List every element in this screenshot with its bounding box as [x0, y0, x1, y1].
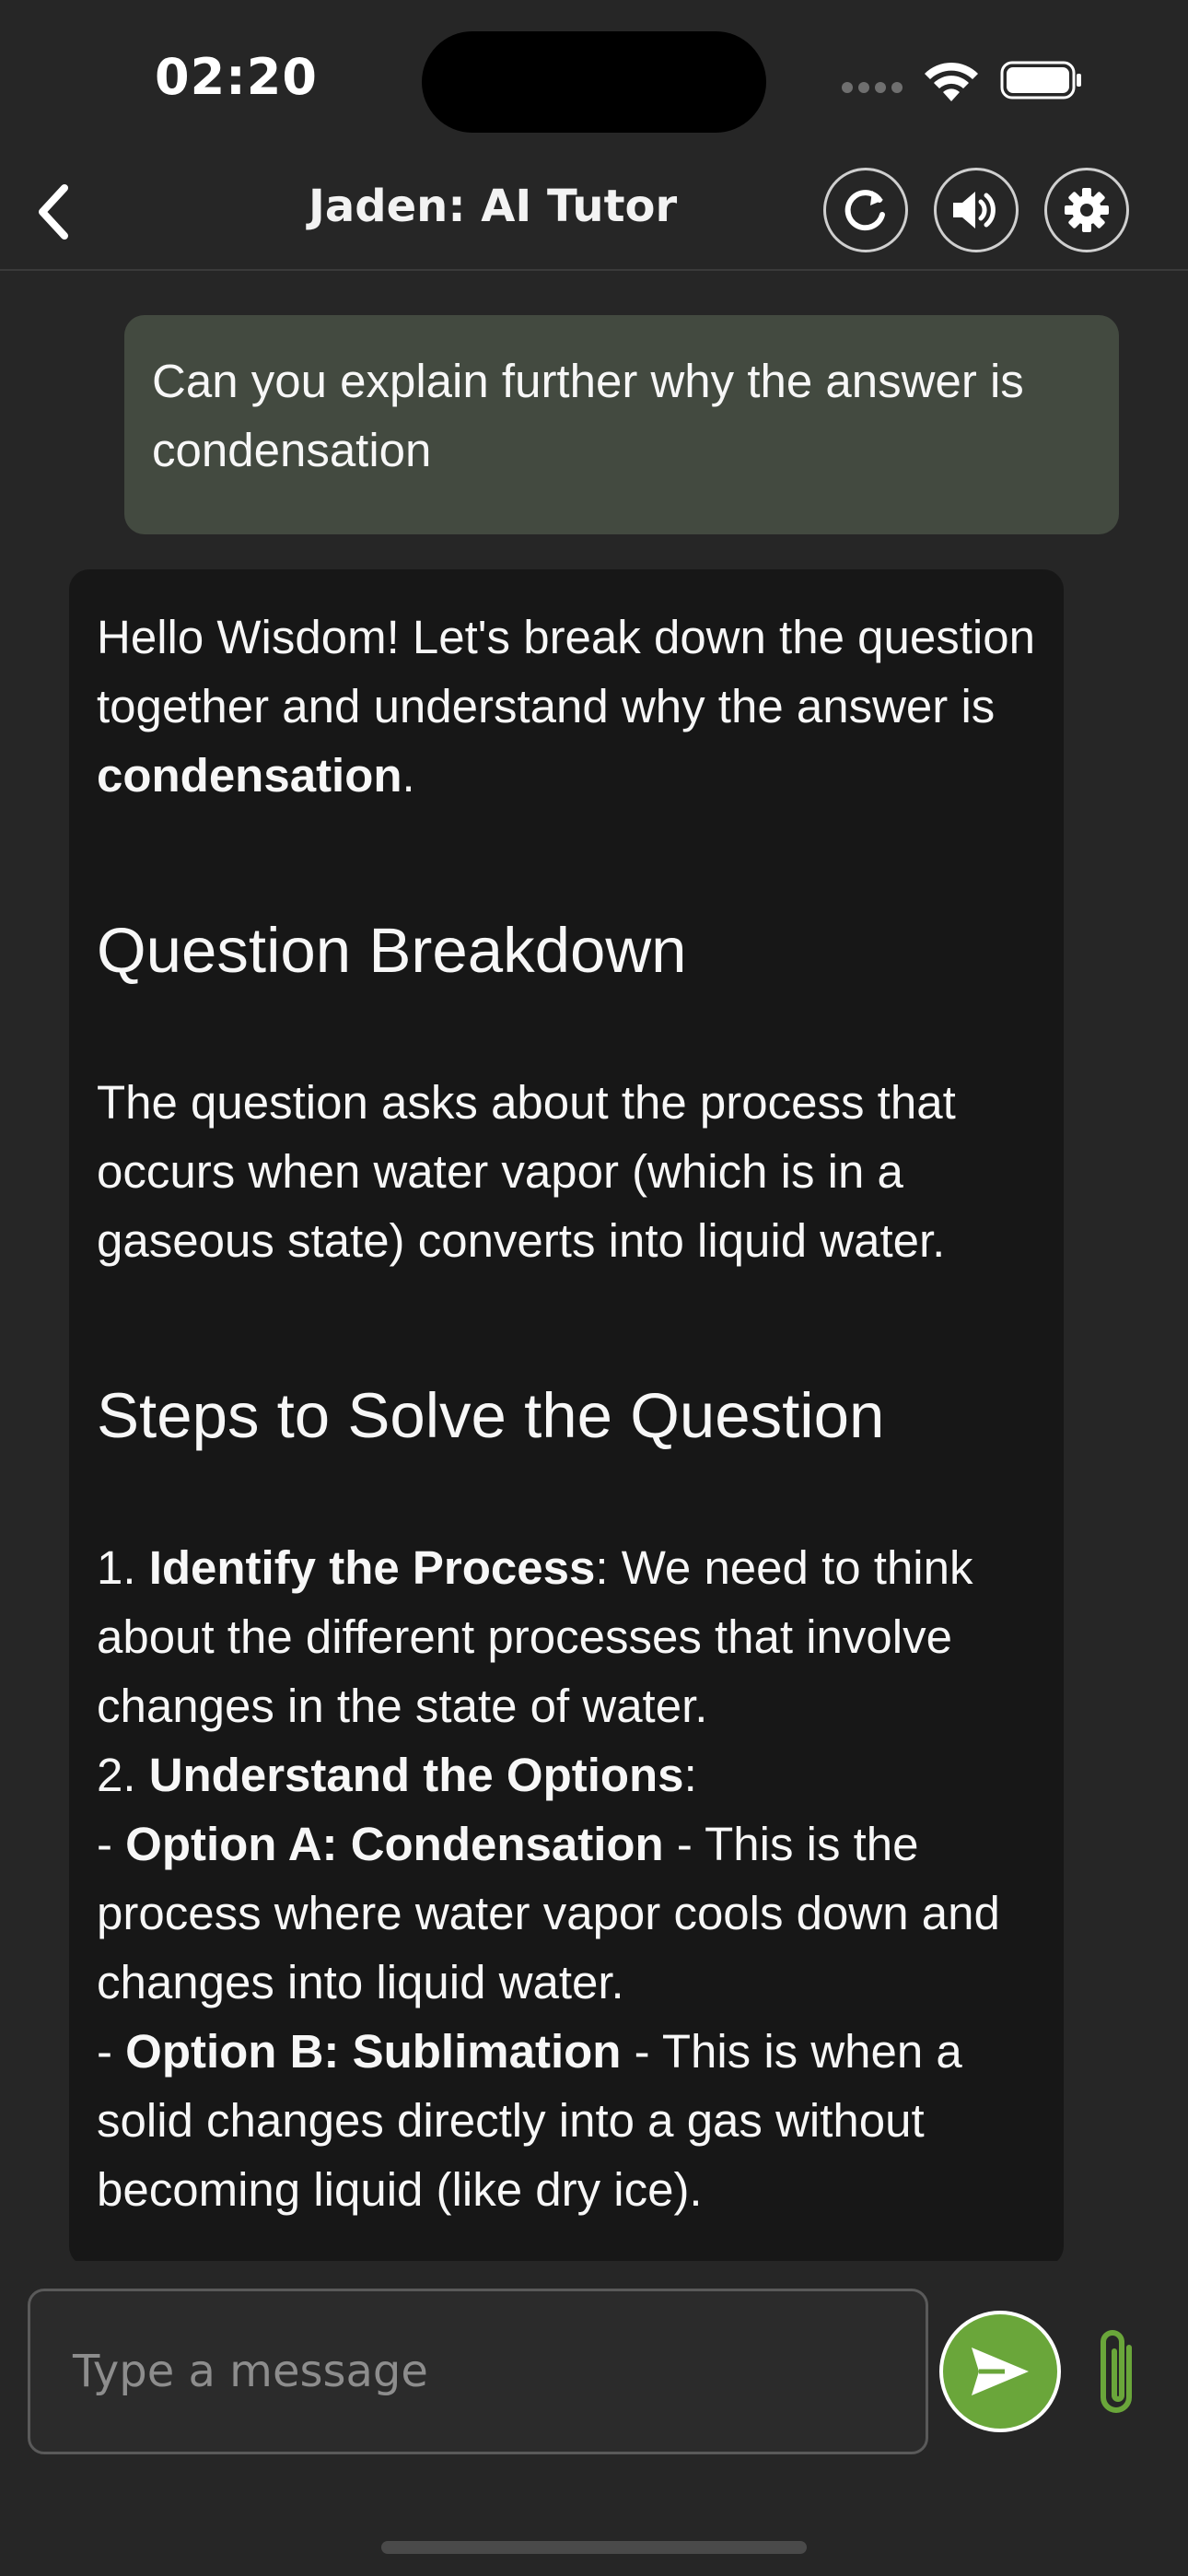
- user-message-text: Can you explain further why the answer is condensation: [152, 355, 1024, 476]
- message-input[interactable]: [28, 2289, 928, 2454]
- chat-scroll-area[interactable]: [0, 271, 1188, 2261]
- gear-icon: [1063, 186, 1111, 234]
- step-1: 1. Identify the Process: We need to think about the different processes that involve changes in the state of water.: [97, 1541, 973, 1732]
- status-bar: [0, 0, 1188, 157]
- step-2: 2. Understand the Options:: [97, 1749, 697, 1801]
- paperclip-icon[interactable]: [1090, 2322, 1146, 2423]
- heading-question-breakdown: Question Breakdown: [97, 915, 687, 986]
- intro-paragraph: Hello Wisdom! Let's break down the question together and understand why the answer is condensation.: [97, 611, 1035, 802]
- sound-button[interactable]: [934, 168, 1019, 252]
- tutor-message: [69, 569, 1064, 2261]
- send-icon: [968, 2344, 1032, 2399]
- message-input-placeholder: Type a message: [73, 2346, 428, 2397]
- home-indicator: [381, 2541, 807, 2554]
- back-chevron-icon[interactable]: [28, 175, 83, 249]
- status-time: 02:20: [155, 48, 318, 106]
- heading-steps: Steps to Solve the Question: [97, 1380, 885, 1451]
- speaker-icon: [949, 185, 1003, 235]
- page-title: Jaden: AI Tutor: [309, 181, 678, 232]
- app-header: [0, 157, 1188, 271]
- option-a: - Option A: Condensation - This is the process where water vapor cools down and changes into liquid water.: [97, 1818, 1000, 2008]
- settings-button[interactable]: [1044, 168, 1129, 252]
- cellular-signal-icon: [842, 81, 908, 98]
- battery-icon: [1000, 61, 1083, 100]
- user-message: [124, 315, 1119, 534]
- send-button[interactable]: [939, 2311, 1061, 2432]
- breakdown-paragraph: The question asks about the process that occurs when water vapor (which is in a gaseous state) converts into liquid water.: [97, 1076, 956, 1267]
- refresh-icon: [841, 185, 891, 235]
- refresh-button[interactable]: [823, 168, 908, 252]
- dynamic-island: [422, 31, 766, 133]
- option-b: - Option B: Sublimation - This is when a solid changes directly into a gas without becoming liquid (like dry ice).: [97, 2025, 962, 2216]
- wifi-icon: [921, 57, 982, 105]
